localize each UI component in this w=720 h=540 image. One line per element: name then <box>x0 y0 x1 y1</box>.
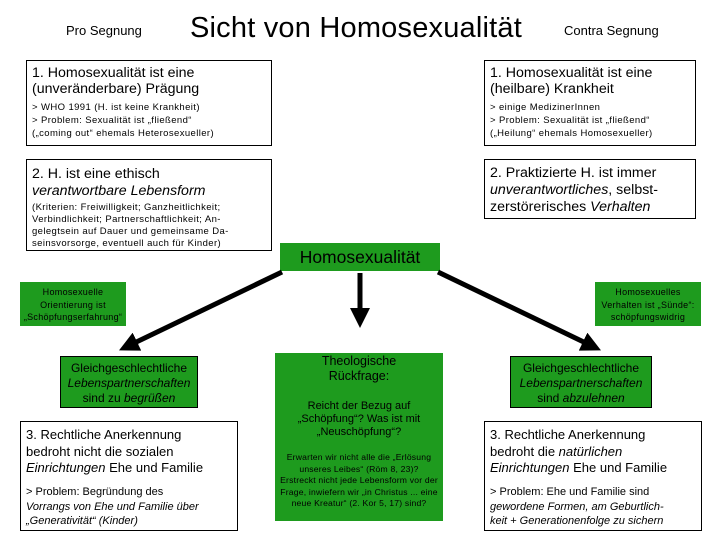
left-box2-note-line3: gelegtsein auf Dauer und gemeinsame Da- <box>32 226 229 237</box>
left-box2-note-line4: seinsvorsorge, eventuell auch für Kinder) <box>32 238 222 249</box>
left-label-line1: Homosexuelle <box>42 287 104 297</box>
center-note-line4: Frage, inwiefern wir „in Christus ... eine <box>280 486 438 497</box>
right-box1-note-line3: („Heilung“ ehemals Homosexueller) <box>490 128 653 139</box>
right-box4-problem-line2: gewordene Formen, am Geburtlich- <box>490 500 664 513</box>
right-box4-line2b: natürlichen <box>558 443 623 459</box>
center-note-line3: Erstreckt nicht jede Lebensform vor der <box>280 475 438 485</box>
right-box4-line3a: Einrichtungen <box>490 460 570 475</box>
right-label-line3: schöpfungswidrig <box>610 312 686 322</box>
right-box1-title-line2: (heilbare) Krankheit <box>490 81 614 97</box>
left-box4-problem-line1: > Problem: Begründung des <box>26 486 164 498</box>
left-box3-line2: Lebenspartnerschaften <box>67 376 191 390</box>
right-box4-line1: 3. Rechtliche Anerkennung <box>490 427 646 442</box>
right-box2-title-line1: 2. Praktizierte H. ist immer <box>490 165 657 181</box>
arrow-center-to-right <box>438 272 592 346</box>
center-question-line2: Rückfrage: <box>328 369 390 383</box>
right-box3-line3b: abzulehnen <box>562 391 625 405</box>
right-box1-title-line1: 1. Homosexualität ist eine <box>490 65 653 81</box>
pro-segnung-label: Pro Segnung <box>66 23 142 38</box>
right-label-line2: Verhalten ist „Sünde“: <box>601 299 695 310</box>
left-box1-title-line1: 1. Homosexualität ist eine <box>32 65 195 81</box>
right-label-line1: Homosexuelles <box>615 287 681 297</box>
left-label-line3: „Schöpfungserfahrung“ <box>23 312 123 322</box>
right-box2-title-line2a: unverantwortliches <box>490 182 609 198</box>
right-box4-problem-line3: keit + Generationenfolge zu sichern <box>490 515 664 527</box>
left-box1-note-line2: > Problem: Sexualität ist „fließend“ <box>32 115 192 126</box>
left-box4-line3a: Einrichtungen <box>26 460 106 475</box>
center-homosexualitaet: Homosexualität <box>280 243 440 271</box>
right-box4-line3b: Ehe und Familie <box>569 460 668 475</box>
left-box3-line1: Gleichgeschlechtliche <box>70 361 188 375</box>
center-ref-line1: Reicht der Bezug auf <box>307 400 411 412</box>
arrow-center-to-left <box>128 272 282 346</box>
left-box4-problem-line3: „Generativität“ (Kinder) <box>26 515 138 527</box>
right-box4-problem-line1: > Problem: Ehe und Familie sind <box>490 486 650 498</box>
left-box4-problem-line2: Vorrangs von Ehe und Familie über <box>26 500 199 513</box>
right-box2-title-line3b: Verhalten <box>590 199 651 215</box>
center-ref-line3: „Neuschöpfung“? <box>316 426 402 438</box>
center-question-line1: Theologische <box>321 354 397 368</box>
right-box1-note-line2: > Problem: Sexualität ist „fließend“ <box>490 115 650 126</box>
page-title: Sicht von Homosexualität <box>190 12 523 44</box>
left-box1-note-line1: > WHO 1991 (H. ist keine Krankheit) <box>32 102 200 113</box>
left-box1-note-line3: („coming out“ ehemals Heterosexueller) <box>32 128 215 139</box>
left-box4-line3b: Ehe und Familie <box>105 460 204 475</box>
center-note-line1: Erwarten wir nicht alle die „Erlösung <box>286 452 432 462</box>
right-box4-line2a: bedroht die <box>490 443 559 459</box>
left-box2-note-line1: (Kriterien: Freiwilligkeit; Ganzheitlichkeit; <box>32 202 221 213</box>
left-box2-title-line1: 2. H. ist eine ethisch <box>32 166 160 182</box>
left-box4-line2: bedroht nicht die sozialen <box>26 443 174 459</box>
right-box2-title-line3a: zerstörerisches <box>490 199 591 215</box>
left-box4-line1: 3. Rechtliche Anerkennung <box>26 427 182 442</box>
right-box3-line1: Gleichgeschlechtliche <box>522 361 640 375</box>
contra-segnung-label: Contra Segnung <box>564 23 659 38</box>
center-ref-line2: „Schöpfung“? Was ist mit <box>297 413 421 425</box>
right-box3-line2: Lebenspartnerschaften <box>519 376 643 390</box>
left-box2-note-line2: Verbindlichkeit; Partnerschaftlichkeit; An- <box>32 214 221 225</box>
left-label-line2: Orientierung ist <box>40 299 106 310</box>
right-box3-line3a: sind <box>537 391 563 405</box>
right-box1-note-line1: > einige MedizinerInnen <box>490 102 601 113</box>
center-note-line2: unseres Leibes“ (Röm 8, 23)? <box>299 463 419 474</box>
left-box2-title-line2: verantwortbare Lebensform <box>32 183 206 199</box>
left-box3-line3b: begrüßen <box>123 391 176 405</box>
center-note-line5: neue Kreatur“ (2. Kor 5, 17) sind? <box>291 498 427 508</box>
left-box1-title-line2: (unveränderbare) Prägung <box>32 81 200 97</box>
right-box2-title-line2b: , selbst- <box>608 182 658 198</box>
left-box3-line3a: sind zu <box>82 391 124 405</box>
